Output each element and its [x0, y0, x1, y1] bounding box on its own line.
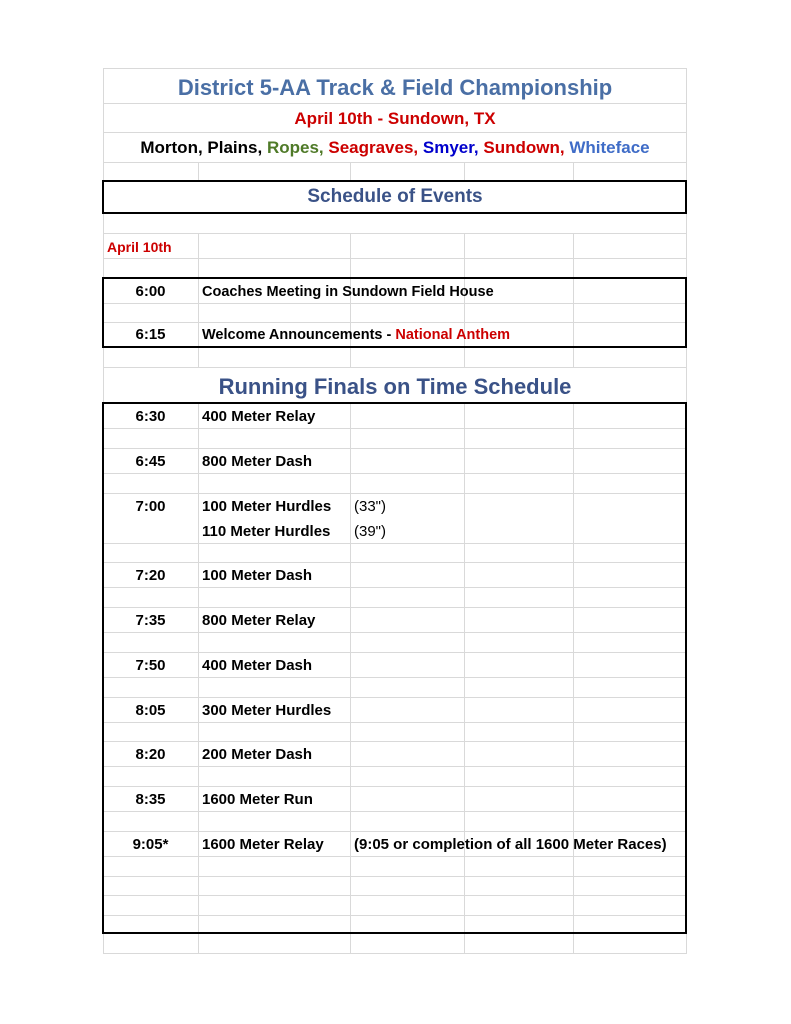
event-name: 1600 Meter Relay — [202, 836, 324, 853]
event-time: 8:35 — [135, 791, 166, 808]
event-time: 8:20 — [135, 746, 166, 763]
event-name: 100 Meter Dash — [202, 567, 313, 584]
school-smyer: Smyer, — [422, 138, 479, 157]
pre-event-name — [202, 325, 510, 345]
date-location: April 10th - Sundown, TX — [294, 109, 496, 128]
pre-event-name: Coaches Meeting in Sundown Field House — [202, 284, 494, 300]
school-sundown: Sundown, — [483, 138, 565, 157]
day-label: April 10th — [107, 239, 172, 255]
event-name: 1600 Meter Run — [202, 791, 313, 808]
school-whiteface: Whiteface — [569, 138, 650, 157]
school-list — [103, 136, 687, 160]
event-name: 200 Meter Dash — [202, 746, 313, 763]
pre-event-time: 6:00 — [135, 283, 166, 300]
event-note: (9:05 or completion of all 1600 Meter Races) — [354, 836, 667, 853]
event-name: 400 Meter Dash — [202, 657, 313, 674]
pre-event-time: 6:15 — [135, 326, 166, 343]
event-name: 800 Meter Relay — [202, 612, 316, 629]
event-name: 110 Meter Hurdles — [202, 523, 331, 540]
event-time: 6:30 — [135, 408, 166, 425]
event-name: 300 Meter Hurdles — [202, 702, 332, 719]
event-time: 7:50 — [135, 657, 166, 674]
school-seagraves: Seagraves, — [328, 138, 419, 157]
school-morton-plains: Morton, Plains, — [140, 138, 263, 157]
page-title: District 5-AA Track & Field Championship — [177, 75, 613, 100]
welcome-announcements: Welcome Announcements - — [202, 327, 396, 343]
event-name: 400 Meter Relay — [202, 408, 316, 425]
event-time: 7:00 — [135, 498, 166, 515]
schedule-heading: Schedule of Events — [307, 186, 483, 207]
event-time: 9:05* — [132, 836, 169, 853]
event-name: 800 Meter Dash — [202, 453, 313, 470]
running-heading: Running Finals on Time Schedule — [218, 374, 572, 399]
event-name: 100 Meter Hurdles — [202, 498, 332, 515]
event-time: 7:20 — [135, 567, 166, 584]
national-anthem: National Anthem — [395, 327, 511, 343]
event-time: 8:05 — [135, 702, 166, 719]
event-time: 6:45 — [135, 453, 166, 470]
event-time: 7:35 — [135, 612, 166, 629]
event-note: (33") — [354, 498, 386, 515]
event-note: (39") — [354, 523, 386, 540]
school-ropes: Ropes, — [266, 138, 324, 157]
